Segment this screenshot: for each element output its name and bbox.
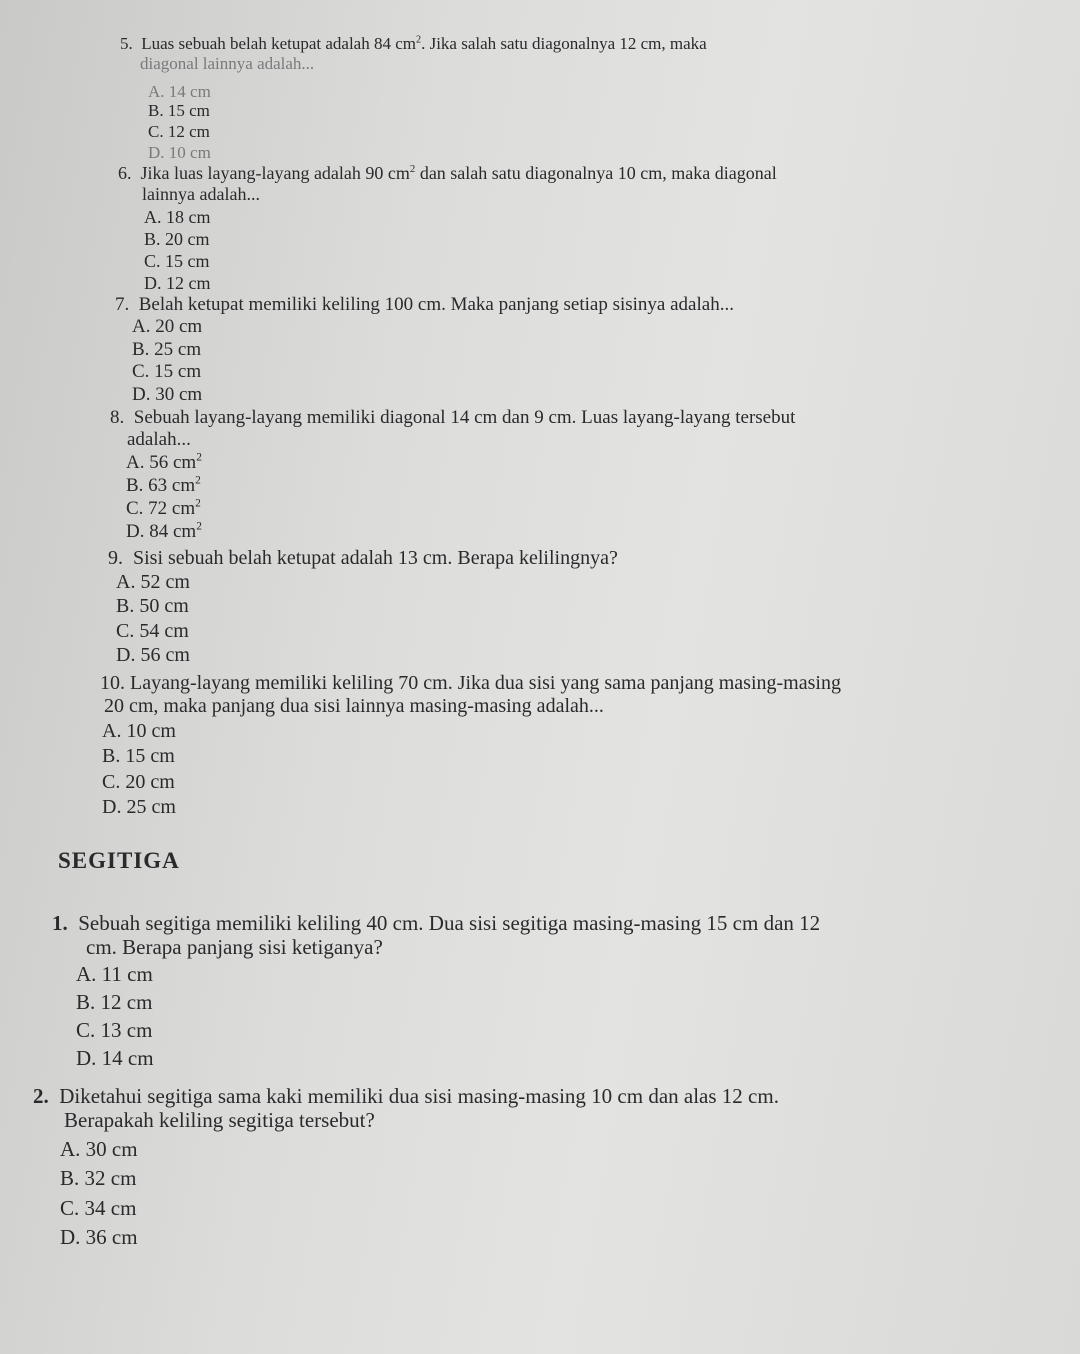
segitiga-question-2-number: 2. <box>33 1084 49 1108</box>
question-8-option-c-sup: 2 <box>195 497 201 510</box>
question-7-option-d: D. 30 cm <box>132 384 203 405</box>
question-8-option-d-text: D. 84 cm <box>126 521 197 542</box>
question-9-text: Sisi sebuah belah ketupat adalah 13 cm. Berapa kelilingnya? <box>133 547 618 569</box>
question-8-option-b <box>126 475 201 497</box>
segitiga-question-1-stem <box>52 911 820 935</box>
question-8 <box>110 407 795 451</box>
question-9-option-c: C. 54 cm <box>116 620 189 642</box>
question-5-sup: 2 <box>415 34 422 46</box>
question-6-option-a: A. 18 cm <box>144 207 211 227</box>
question-9 <box>108 547 618 570</box>
segitiga-question-1-number: 1. <box>52 911 68 935</box>
segitiga-question-1-option-b: B. 12 cm <box>76 990 153 1014</box>
segitiga-question-1-option-a: A. 11 cm <box>76 962 153 986</box>
question-8-option-d-sup: 2 <box>196 520 202 533</box>
question-8-continuation: adalah... <box>127 428 191 450</box>
question-8-option-a <box>126 452 202 474</box>
question-6-option-c: C. 15 cm <box>144 251 210 271</box>
question-8-option-c <box>126 498 201 520</box>
segitiga-question-2 <box>33 1084 779 1132</box>
question-9-option-d: D. 56 cm <box>116 644 190 666</box>
question-6-sup: 2 <box>409 163 416 175</box>
segitiga-question-2-text: Diketahui segitiga sama kaki memiliki dua sisi masing-masing 10 cm dan alas 12 cm. <box>59 1084 779 1108</box>
question-6-continuation: lainnya adalah... <box>142 183 260 204</box>
segitiga-question-2-option-a: A. 30 cm <box>60 1137 138 1161</box>
question-8-option-b-sup: 2 <box>195 474 201 487</box>
question-10-continuation: 20 cm, maka panjang dua sisi lainnya masing-masing adalah... <box>104 695 604 717</box>
question-9-stem <box>108 547 618 570</box>
question-7-number: 7. <box>115 294 130 315</box>
segitiga-question-1-option-c: C. 13 cm <box>76 1018 153 1042</box>
question-6-stem-a: Jika luas layang-layang adalah 90 cm <box>140 163 410 183</box>
segitiga-question-1-text: Sebuah segitiga memiliki keliling 40 cm. Dua sisi segitiga masing-masing 15 cm dan 12 <box>78 911 821 935</box>
question-8-text: Sebuah layang-layang memiliki diagonal 14 cm dan 9 cm. Luas layang-layang tersebut <box>133 407 796 428</box>
question-8-option-a-text: A. 56 cm <box>126 452 197 473</box>
question-10-option-d: D. 25 cm <box>102 796 176 818</box>
segitiga-question-2-stem <box>33 1084 779 1108</box>
question-7 <box>115 294 734 316</box>
question-10-option-b: B. 15 cm <box>102 745 175 767</box>
question-8-option-c-text: C. 72 cm <box>126 498 196 519</box>
question-6-number: 6. <box>118 163 132 183</box>
question-9-option-a: A. 52 cm <box>116 571 190 593</box>
segitiga-question-1-option-d: D. 14 cm <box>76 1046 154 1070</box>
question-8-option-d <box>126 521 202 543</box>
question-6-stem-b: dan salah satu diagonalnya 10 cm, maka diagonal <box>415 163 777 183</box>
segitiga-question-1-continuation: cm. Berapa panjang sisi ketiganya? <box>86 935 383 960</box>
question-5-stem-b: . Jika salah satu diagonalnya 12 cm, maka <box>421 34 707 53</box>
question-7-stem <box>115 294 734 316</box>
segitiga-question-2-option-c: C. 34 cm <box>60 1196 137 1220</box>
question-10-stem <box>100 672 841 695</box>
question-5 <box>120 34 707 73</box>
question-7-option-b: B. 25 cm <box>132 339 202 360</box>
question-5-option-a: A. 14 cm <box>148 82 211 101</box>
question-8-option-b-text: B. 63 cm <box>126 475 196 496</box>
question-10 <box>100 672 841 718</box>
segitiga-question-1 <box>52 911 820 959</box>
question-6-option-b: B. 20 cm <box>144 229 210 249</box>
question-5-option-d: D. 10 cm <box>148 143 211 162</box>
question-5-stem <box>120 34 707 54</box>
section-title-segitiga: SEGITIGA <box>58 848 180 873</box>
question-5-continuation: diagonal lainnya adalah... <box>140 53 315 73</box>
question-5-option-c: C. 12 cm <box>148 122 210 141</box>
question-5-option-b: B. 15 cm <box>148 101 210 120</box>
question-5-number: 5. <box>120 34 133 53</box>
question-9-option-b: B. 50 cm <box>116 595 189 617</box>
question-8-option-a-sup: 2 <box>196 451 202 464</box>
question-10-number: 10. <box>100 672 125 694</box>
question-7-text: Belah ketupat memiliki keliling 100 cm. Maka panjang setiap sisinya adalah... <box>138 294 734 315</box>
segitiga-question-2-option-d: D. 36 cm <box>60 1225 138 1249</box>
question-7-option-a: A. 20 cm <box>132 316 203 337</box>
question-10-option-c: C. 20 cm <box>102 771 175 793</box>
segitiga-question-2-continuation: Berapakah keliling segitiga tersebut? <box>64 1108 375 1133</box>
question-6-stem <box>118 163 777 184</box>
question-8-stem <box>110 407 795 429</box>
question-6-option-d: D. 12 cm <box>144 273 211 293</box>
question-10-text: Layang-layang memiliki keliling 70 cm. Jika dua sisi yang sama panjang masing-masing <box>130 672 841 694</box>
question-6 <box>118 163 777 204</box>
question-8-number: 8. <box>110 407 125 428</box>
question-10-option-a: A. 10 cm <box>102 720 176 742</box>
segitiga-question-2-option-b: B. 32 cm <box>60 1166 137 1190</box>
question-9-number: 9. <box>108 547 123 569</box>
question-7-option-c: C. 15 cm <box>132 361 202 382</box>
question-5-stem-a: Luas sebuah belah ketupat adalah 84 cm <box>141 34 416 53</box>
